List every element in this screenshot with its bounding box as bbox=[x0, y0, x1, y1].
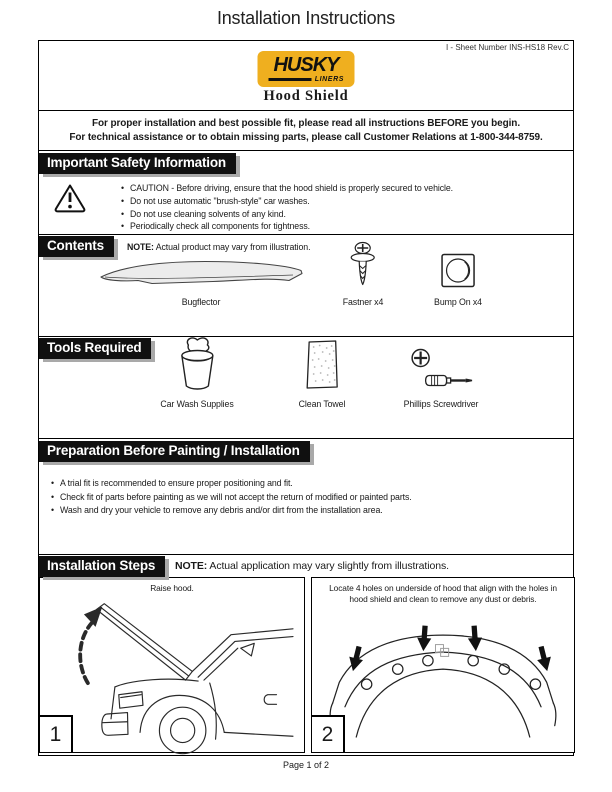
bump-on-illustration bbox=[438, 252, 478, 294]
contents-item-label: Bugflector bbox=[181, 297, 221, 307]
step-2-caption: Locate 4 holes on underside of hood that align with the holes in hood shield and clean to remove any dust or debris. bbox=[329, 583, 557, 604]
contents-item-fastener bbox=[343, 243, 384, 307]
document-title: Installation Instructions bbox=[216, 8, 396, 28]
bucket-sponge-illustration bbox=[169, 335, 225, 396]
step-number-badge: 1 bbox=[40, 715, 73, 752]
preparation-section bbox=[39, 438, 573, 554]
safety-section bbox=[39, 151, 573, 234]
contents-item-bump-on bbox=[434, 243, 482, 307]
safety-bullet: • Do not use cleaning solvents of any kind. bbox=[121, 208, 286, 219]
intro-section bbox=[39, 111, 573, 151]
logo-liners-text: LINERS bbox=[314, 76, 344, 83]
contents-section-header: Contents bbox=[39, 236, 114, 257]
page-footer: Page 1 of 2 bbox=[282, 760, 330, 770]
preparation-bullet: • Check fit of parts before painting as we will not accept the return of modified or painted parts. bbox=[51, 491, 412, 502]
tool-clean-towel bbox=[299, 347, 346, 409]
tool-label: Clean Towel bbox=[298, 399, 346, 409]
safety-bullet: • Do not use automatic "brush-style" car washes. bbox=[121, 195, 310, 206]
preparation-bullet: • A trial fit is recommended to ensure proper positioning and fit. bbox=[51, 478, 293, 488]
intro-line-1: For proper installation and best possible fit, please read all instructions BEFORE you begin. bbox=[92, 117, 520, 129]
hood-underside-illustration bbox=[312, 605, 574, 737]
step-2-panel bbox=[311, 577, 575, 753]
logo-husky-text: HUSKY bbox=[273, 54, 339, 76]
fastener-illustration bbox=[349, 241, 377, 294]
car-open-hood-illustration bbox=[40, 594, 304, 744]
step-1-caption: Raise hood. bbox=[150, 583, 194, 593]
warning-triangle-icon bbox=[54, 183, 86, 217]
step-number-badge: 2 bbox=[312, 715, 345, 752]
step-1-panel bbox=[39, 577, 305, 753]
content-frame bbox=[38, 40, 574, 756]
tool-car-wash-supplies bbox=[160, 347, 233, 409]
safety-bullet: • CAUTION - Before driving, ensure that the hood shield is properly secured to vehicle. bbox=[121, 183, 454, 193]
contents-section bbox=[39, 234, 573, 336]
tool-label: Car Wash Supplies bbox=[160, 399, 234, 409]
contents-item-label: Bump On x4 bbox=[434, 297, 482, 307]
safety-bullets bbox=[121, 182, 565, 233]
hood-shield-illustration bbox=[95, 257, 307, 294]
locator-arrows bbox=[346, 625, 554, 673]
preparation-bullets bbox=[51, 477, 565, 518]
husky-liners-logo bbox=[258, 51, 355, 87]
contents-note-text: Actual product may vary from illustration. bbox=[155, 242, 311, 252]
steps-note-text: Actual application may vary slightly from illustrations. bbox=[209, 560, 449, 572]
tools-section bbox=[39, 336, 573, 438]
installation-steps-section bbox=[39, 554, 573, 754]
tool-phillips-screwdriver bbox=[404, 347, 479, 409]
logo-liners-row bbox=[268, 76, 344, 83]
sheet-number: I - Sheet Number INS-HS18 Rev.C bbox=[445, 43, 569, 52]
preparation-bullet: • Wash and dry your vehicle to remove any debris and/or dirt from the installation area. bbox=[51, 505, 383, 516]
steps-note-label: NOTE: bbox=[175, 560, 208, 572]
safety-section-header: Important Safety Information bbox=[39, 153, 236, 174]
intro-line-2: For technical assistance or to obtain missing parts, please call Customer Relations at 1-800-344-8759. bbox=[69, 131, 543, 143]
contents-item-bugflector bbox=[95, 243, 307, 307]
logo-rule bbox=[268, 78, 312, 81]
towel-illustration bbox=[304, 339, 340, 396]
contents-item-label: Fastner x4 bbox=[342, 297, 384, 307]
header-section bbox=[39, 41, 573, 111]
product-title: Hood Shield bbox=[263, 88, 349, 104]
contents-note-label: NOTE: bbox=[127, 242, 154, 252]
screwdriver-illustration bbox=[408, 347, 474, 396]
tools-section-header: Tools Required bbox=[39, 338, 151, 359]
installation-steps-note bbox=[175, 560, 449, 572]
safety-bullet: • Periodically check all components for tightness. bbox=[121, 221, 311, 232]
preparation-section-header: Preparation Before Painting / Installation bbox=[39, 441, 310, 462]
installation-steps-header: Installation Steps bbox=[39, 556, 165, 577]
tool-label: Phillips Screwdriver bbox=[403, 399, 479, 409]
